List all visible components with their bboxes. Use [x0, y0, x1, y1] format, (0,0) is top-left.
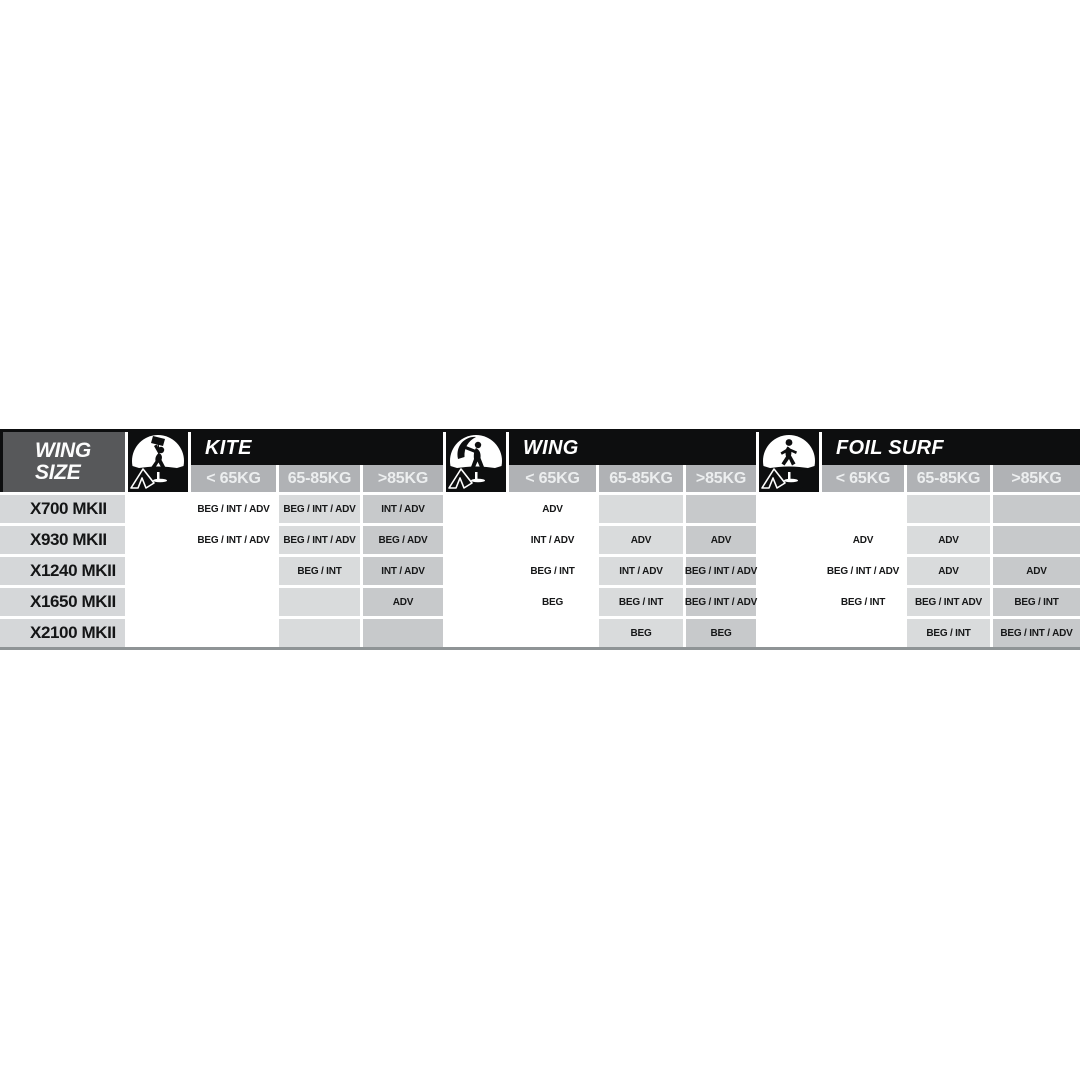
- wing-rider-icon: [446, 432, 506, 492]
- value-cell: [191, 619, 276, 647]
- value-cell: ADV: [599, 526, 683, 554]
- section-title-kite: KITE: [191, 432, 443, 465]
- value-cell: ADV: [907, 526, 990, 554]
- foil-surf-icon-cell: [759, 432, 819, 492]
- icon-column-spacer: [446, 557, 506, 585]
- section-header-wing: [509, 432, 756, 492]
- kite-weight-headers: [191, 465, 443, 492]
- value-cell: INT / ADV: [363, 557, 443, 585]
- value-cell: ADV: [907, 557, 990, 585]
- weight-header-65-85: 65-85KG: [907, 465, 990, 492]
- value-cell: BEG / ADV: [363, 526, 443, 554]
- value-cell: BEG / INT ADV: [907, 588, 990, 616]
- weight-header-over-85: >85KG: [363, 465, 443, 492]
- value-cell: BEG / INT: [822, 588, 904, 616]
- value-cell: ADV: [686, 526, 756, 554]
- model-label: X2100 MKII: [0, 619, 125, 647]
- icon-column-spacer: [759, 526, 819, 554]
- value-cell: BEG / INT / ADV: [686, 557, 756, 585]
- value-cell: [279, 619, 360, 647]
- value-cell: [907, 495, 990, 523]
- wing-size-table: [0, 429, 1080, 650]
- corner-title-line2: SIZE: [35, 461, 81, 484]
- icon-column-spacer: [128, 588, 188, 616]
- value-cell: [363, 619, 443, 647]
- kite-icon-cell: [128, 432, 188, 492]
- value-cell: BEG / INT / ADV: [279, 495, 360, 523]
- foil-surf-weight-headers: [822, 465, 1080, 492]
- value-cell: BEG / INT / ADV: [822, 557, 904, 585]
- value-cell: BEG / INT: [279, 557, 360, 585]
- table-corner-title: [0, 432, 125, 492]
- icon-column-spacer: [446, 495, 506, 523]
- model-label: X930 MKII: [0, 526, 125, 554]
- value-cell: BEG / INT: [599, 588, 683, 616]
- icon-column-spacer: [446, 619, 506, 647]
- weight-header-over-85: >85KG: [993, 465, 1080, 492]
- wing-icon-cell: [446, 432, 506, 492]
- icon-column-spacer: [759, 495, 819, 523]
- weight-header-under-65: < 65KG: [191, 465, 276, 492]
- icon-column-spacer: [759, 557, 819, 585]
- value-cell: BEG / INT / ADV: [686, 588, 756, 616]
- icon-column-spacer: [128, 526, 188, 554]
- weight-header-under-65: < 65KG: [509, 465, 596, 492]
- value-cell: BEG: [686, 619, 756, 647]
- value-cell: ADV: [363, 588, 443, 616]
- value-cell: [191, 557, 276, 585]
- value-cell: BEG / INT / ADV: [993, 619, 1080, 647]
- value-cell: ADV: [509, 495, 596, 523]
- value-cell: [993, 495, 1080, 523]
- icon-column-spacer: [759, 588, 819, 616]
- weight-header-65-85: 65-85KG: [279, 465, 360, 492]
- value-cell: [993, 526, 1080, 554]
- value-cell: ADV: [822, 526, 904, 554]
- value-cell: BEG / INT: [907, 619, 990, 647]
- value-cell: INT / ADV: [363, 495, 443, 523]
- value-cell: BEG / INT: [509, 557, 596, 585]
- value-cell: [599, 495, 683, 523]
- section-title-foil-surf: FOIL SURF: [822, 432, 1080, 465]
- value-cell: [191, 588, 276, 616]
- model-label: X1240 MKII: [0, 557, 125, 585]
- wing-weight-headers: [509, 465, 756, 492]
- kite-rider-icon: [128, 432, 188, 492]
- icon-column-spacer: [446, 588, 506, 616]
- icon-column-spacer: [446, 526, 506, 554]
- icon-column-spacer: [759, 619, 819, 647]
- value-cell: BEG / INT: [993, 588, 1080, 616]
- value-cell: BEG: [599, 619, 683, 647]
- icon-column-spacer: [128, 557, 188, 585]
- model-label: X1650 MKII: [0, 588, 125, 616]
- value-cell: BEG / INT / ADV: [279, 526, 360, 554]
- weight-header-under-65: < 65KG: [822, 465, 904, 492]
- foil-surf-rider-icon: [759, 432, 819, 492]
- value-cell: [279, 588, 360, 616]
- corner-title-line1: WING: [35, 439, 91, 462]
- value-cell: [822, 619, 904, 647]
- section-title-wing: WING: [509, 432, 756, 465]
- value-cell: INT / ADV: [509, 526, 596, 554]
- value-cell: INT / ADV: [599, 557, 683, 585]
- model-label: X700 MKII: [0, 495, 125, 523]
- value-cell: BEG / INT / ADV: [191, 495, 276, 523]
- icon-column-spacer: [128, 495, 188, 523]
- value-cell: [686, 495, 756, 523]
- weight-header-over-85: >85KG: [686, 465, 756, 492]
- value-cell: BEG / INT / ADV: [191, 526, 276, 554]
- value-cell: [822, 495, 904, 523]
- weight-header-65-85: 65-85KG: [599, 465, 683, 492]
- section-header-kite: [191, 432, 443, 492]
- value-cell: [509, 619, 596, 647]
- value-cell: ADV: [993, 557, 1080, 585]
- section-header-foil-surf: [822, 432, 1080, 492]
- value-cell: BEG: [509, 588, 596, 616]
- icon-column-spacer: [128, 619, 188, 647]
